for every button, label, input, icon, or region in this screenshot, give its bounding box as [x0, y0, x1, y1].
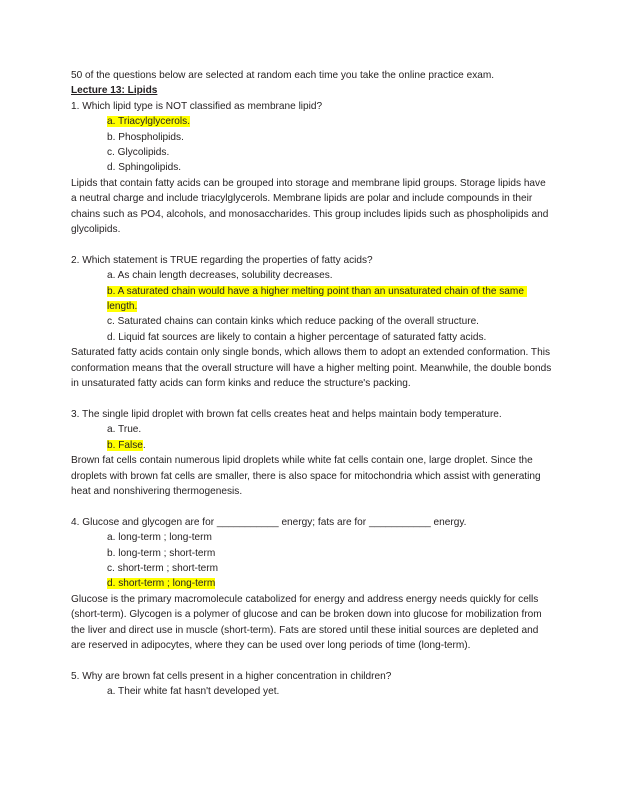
intro-line: 50 of the questions below are selected at random each time you take the online practice exam.	[71, 70, 495, 81]
answer-option-text: d. Liquid fat sources are likely to contain a higher percentage of saturated fatty acids.	[107, 331, 487, 343]
lecture-heading-row	[71, 83, 552, 98]
lecture-heading: Lecture 13: Lipids	[71, 85, 158, 97]
answer-option	[71, 130, 552, 145]
answer-option-text: b. A saturated chain would have a higher melting point than an unsaturated chain of the same length.	[107, 285, 527, 313]
answer-option	[71, 546, 552, 561]
answer-option-text: a. long-term ; long-term	[107, 532, 212, 544]
answer-option-text: b. long-term ; short-term	[107, 547, 216, 559]
answer-option-text: a. Their white fat hasn't developed yet.	[107, 686, 280, 698]
answer-option-text: d. Sphingolipids.	[107, 162, 182, 174]
answer-option	[71, 314, 552, 329]
answer-option	[71, 438, 552, 453]
explanation: Brown fat cells contain numerous lipid droplets while white fat cells contain one, large droplet. Since the droplets with brown fat cells are smaller, there is also space for mitochondria which assist with generating heat and nonshivering thermogenesis.	[71, 455, 544, 497]
paragraph-spacer	[71, 653, 552, 668]
answer-option	[71, 684, 552, 699]
paragraph-spacer	[71, 392, 552, 407]
question-prompt: 4. Glucose and glycogen are for ___________ energy; fats are for ___________ energy.	[71, 516, 467, 528]
answer-option	[71, 576, 552, 591]
answer-option-text: d. short-term ; long-term	[107, 578, 216, 590]
answer-option	[71, 422, 552, 437]
answer-option	[71, 145, 552, 160]
answer-option-trailing: .	[142, 439, 146, 451]
explanation: Lipids that contain fatty acids can be grouped into storage and membrane lipid groups. Storage lipids have a neutral charge and include triacylglycerols. Membrane lipids are polar and include compounds in their chains such as PO4, alcohols, and monosaccharides. This group includes lipids such as phospholipids and glycolipids.	[71, 177, 552, 236]
explanation: Glucose is the primary macromolecule catabolized for energy and address energy needs quickly for cells (short-term). Glycogen is a polymer of glucose and can be broken down into glucose for mobilization from the liver and direct use in muscle (short-term). Fats are stored until these initial sources are depleted and are reserved in adipocytes, where they can be used over long periods of time (long-term).	[71, 593, 545, 651]
question-prompt: 5. Why are brown fat cells present in a higher concentration in children?	[71, 670, 392, 682]
answer-option	[71, 160, 552, 175]
answer-option-text: b. False	[107, 439, 143, 451]
answer-option	[71, 114, 552, 129]
answer-option	[71, 561, 552, 576]
answer-option-text: c. Saturated chains can contain kinks which reduce packing of the overall structure.	[107, 316, 479, 328]
answer-option-text: c. Glycolipids.	[107, 147, 170, 159]
answer-option	[71, 330, 552, 345]
question-prompt: 2. Which statement is TRUE regarding the properties of fatty acids?	[71, 254, 373, 266]
question-prompt: 1. Which lipid type is NOT classified as membrane lipid?	[71, 100, 323, 112]
question-prompt: 3. The single lipid droplet with brown fat cells creates heat and helps maintain body temperature.	[71, 408, 502, 420]
answer-option-text: a. True.	[107, 424, 142, 436]
explanation: Saturated fatty acids contain only single bonds, which allows them to adopt an extended conformation. This conformation means that the overall structure will have a higher melting point. Meanwhile, the double bonds in unsaturated fatty acids can form kinks and reduce the structure's packing.	[71, 347, 555, 390]
answer-option	[71, 268, 552, 283]
answer-option	[71, 530, 552, 545]
answer-option-text: b. Phospholipids.	[107, 131, 184, 143]
answer-option-text: a. Triacylglycerols.	[107, 116, 191, 128]
document-body	[71, 68, 555, 700]
paragraph-spacer	[71, 499, 552, 514]
answer-option-text: c. short-term ; short-term	[107, 562, 219, 574]
answer-option-text: a. As chain length decreases, solubility decreases.	[107, 270, 333, 282]
answer-option	[71, 284, 552, 315]
paragraph-spacer	[71, 237, 552, 252]
